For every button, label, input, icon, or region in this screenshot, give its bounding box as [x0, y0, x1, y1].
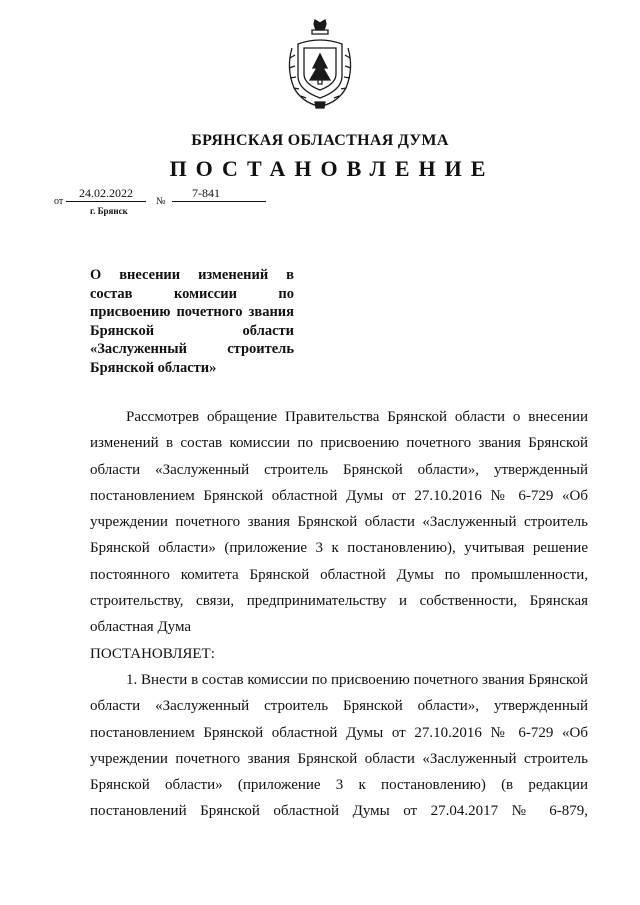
resolves-heading: ПОСТАНОВЛЯЕТ:: [90, 645, 215, 662]
document-body: [90, 404, 588, 825]
item-1-paragraph: 1. Внести в состав комиссии по присвоению почетного звания Брянской области «Заслуженный строитель Брянской области», утвержденный постановлением Брянской областной Думы от 27.10.2016 № 6-729 «Об учреждении почетного звания Брянской области «Заслуженный строитель Брянской области» (приложение 3 к постановлению) (в редакции постановлений Брянской областной Думы от 27.04.2017 № 6-879,: [90, 671, 588, 820]
organization-name: БРЯНСКАЯ ОБЛАСТНАЯ ДУМА: [191, 132, 449, 149]
coat-of-arms-icon: [284, 18, 356, 110]
document-number: 7-841: [172, 186, 266, 202]
date-prefix: от: [54, 196, 64, 207]
number-prefix: №: [156, 196, 166, 207]
document-subject: О внесении изменений в состав комиссии по присвоению почетного звания Брянской области «Заслуженный строитель Брянской области»: [90, 267, 294, 376]
document-type-title: ПОСТАНОВЛЕНИЕ: [169, 156, 495, 181]
document-date: 24.02.2022: [66, 186, 146, 202]
city-label: г. Брянск: [90, 206, 128, 216]
preamble-paragraph: Рассмотрев обращение Правительства Брянской области о внесении изменений в состав комиссии по присвоению почетного звания Брянской области «Заслуженный строитель Брянской области», утвержденный постановлением Брянской областной Думы от 27.10.2016 № 6-729 «Об учреждении почетного звания Брянской области «Заслуженный строитель Брянской области» (приложение 3 к постановлению), учитывая решение постоянного комитета Брянской областной Думы по промышленности, строительству, связи, предпринимательству и собственности, Брянская областная Дума: [90, 409, 588, 636]
